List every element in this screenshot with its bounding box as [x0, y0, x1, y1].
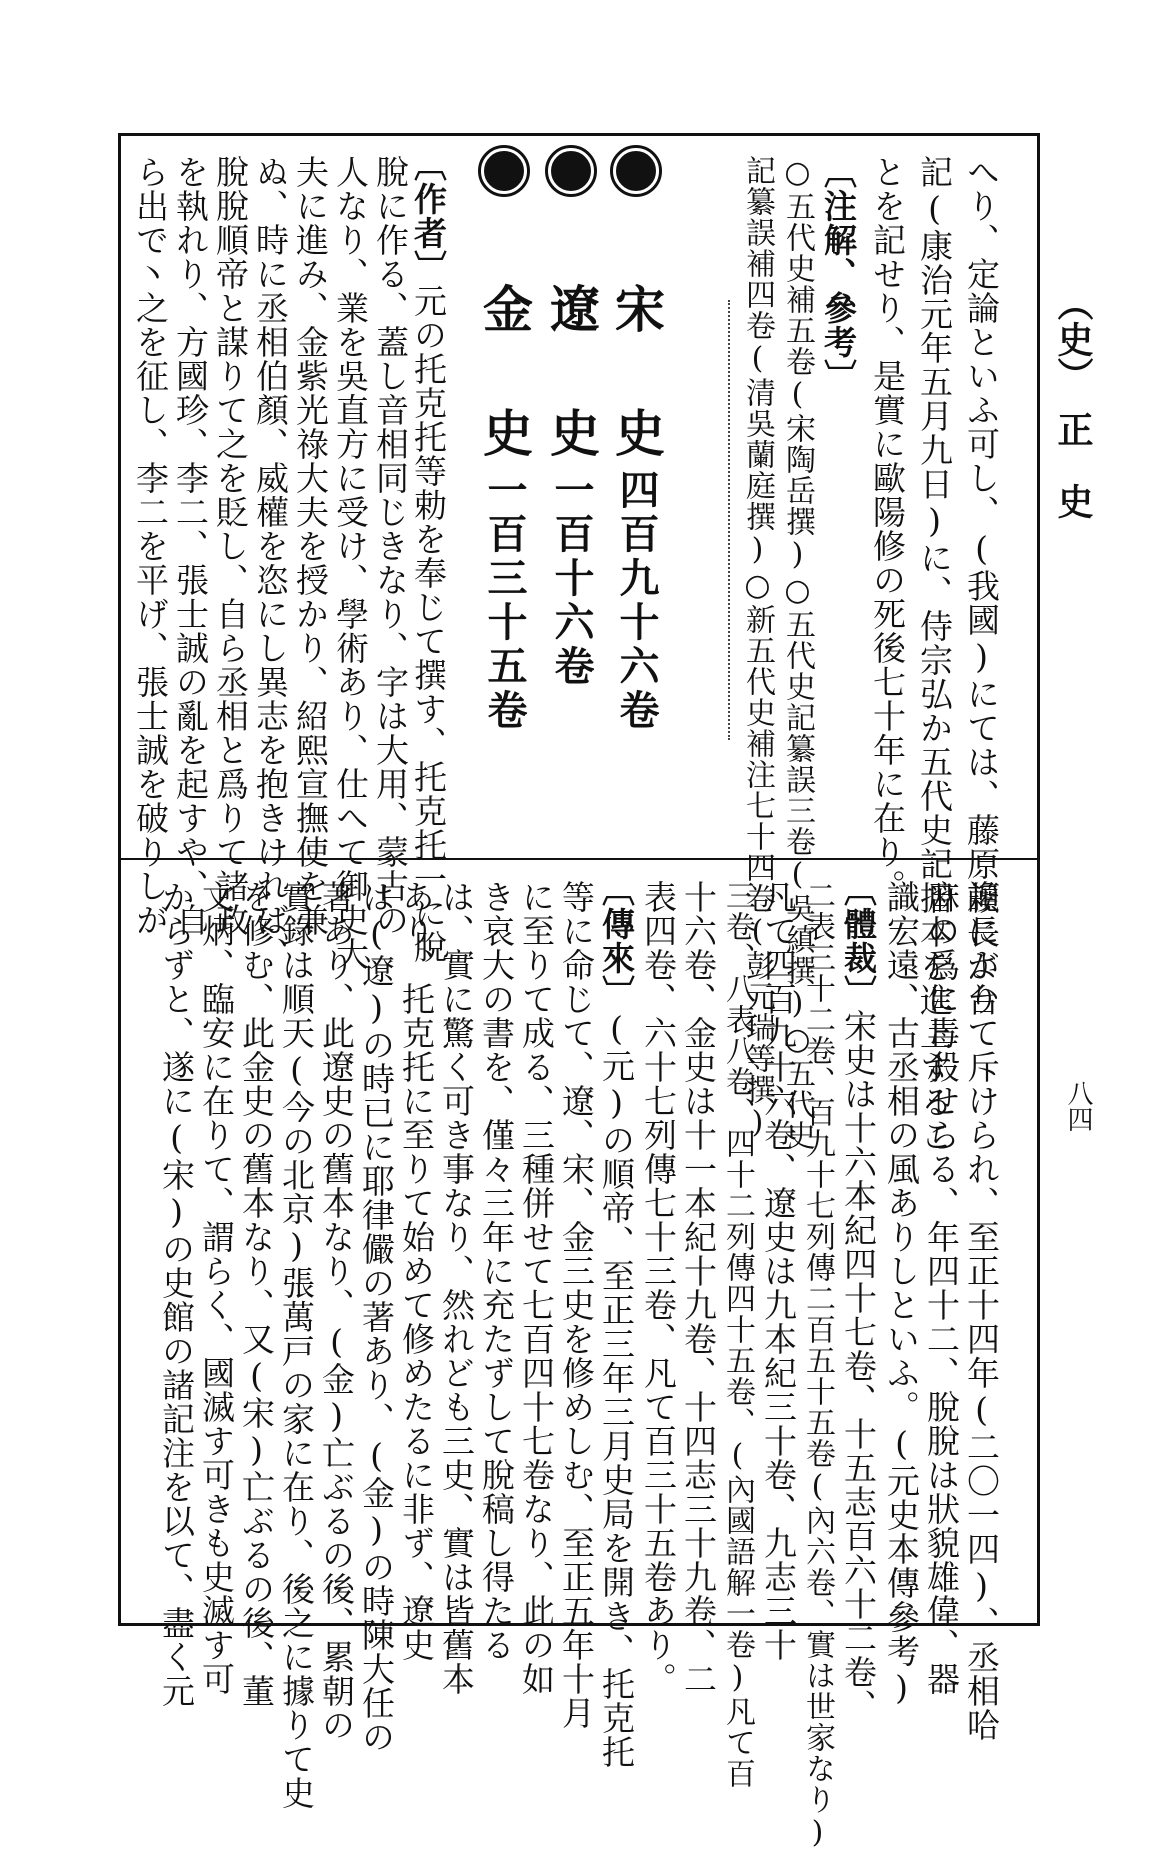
transmission-line-11: 文炳、臨安に在りて、謂らく、國滅す可きも史滅す可	[197, 880, 236, 1696]
format-line-6: 表四卷、六十七列傳七十三卷、凡て百三十五卷あり。	[639, 880, 678, 1696]
transmission-line-3: に至りて成る、三種併せて七百四十七卷なり、此の如	[517, 880, 556, 1696]
author-line-1	[409, 148, 448, 964]
format-line-4: 三卷、八表八卷、四十二列傳四十五卷、(內國語解一卷)凡て百	[720, 880, 755, 1789]
author-line-7: を執れり、方國珍、李二、張士誠の亂を起すや、自	[171, 155, 210, 937]
heading-volumes: 四百九十六卷	[613, 469, 660, 733]
heading-title: 金 史	[475, 283, 534, 469]
format-line-3: 凡て四百九十六卷、遼史は九本紀三十卷、九志三十	[759, 880, 798, 1662]
notes-line-1: ○五代史補五卷(宋陶岳撰)○五代史記纂誤三卷(吳縝撰)○五代史	[780, 155, 815, 1151]
author-line-2: 脫に作る、蓋し音相同じきなり、字は大用、蒙古の	[371, 155, 410, 937]
lower-line-2: 麻の爲に毒殺せらる、年四十二、脫脫は狀貌雄偉、器	[922, 880, 961, 1696]
bullet-icon	[548, 148, 594, 194]
notes-line-2: 記纂誤補四卷(清吳蘭庭撰)○新五代史補注七十四卷(彭元瑞等撰)	[740, 155, 775, 1141]
transmission-text: (元)の順帝、至正三年三月史局を開き、托克托	[597, 1009, 636, 1769]
upper-line-3: とを記せり、是實に歐陽修の死後七十年に在り。	[868, 155, 907, 903]
author-line-8: ら出で丶之を征し、李二を平げ、張士誠を破りしが	[131, 155, 170, 937]
format-line-1	[839, 873, 878, 1723]
heading-jin-history	[468, 148, 540, 733]
transmission-line-12: からずと、遂に(宋)の史館の諸記注を以て、盡く元	[157, 880, 196, 1708]
format-line-5: 十六卷、金史は十一本紀十九卷、十四志三十九卷、二	[679, 880, 718, 1696]
page-number: 八四	[1063, 1080, 1093, 1132]
dotted-separator	[728, 300, 730, 740]
heading-title: 遼 史	[542, 283, 601, 469]
upper-line-2: 記(康治元年五月九日)に、侍宗弘か五代史記摺本を進上するこ	[915, 155, 954, 1153]
transmission-line-2: 等に命じて、遼、宋、金三史を修めしむ、至正五年十月	[557, 880, 596, 1730]
lower-line-3: 識宏遠、古丞相の風ありしといふ。(元史本傳參考)	[882, 880, 921, 1708]
transmission-line-6: あり、托克托に至りて始めて修めたるに非ず、遼史	[397, 880, 436, 1662]
format-line-2: 二表三十二卷、百九十七列傳二百五十五卷(內六卷、實は世家なり)	[800, 880, 835, 1851]
heading-liao-history	[535, 148, 607, 689]
transmission-line-8: 著あり、此遼史の舊本なり、(金)亡ぶるの後、累朝の	[317, 880, 356, 1742]
author-text: 元の托克托等勅を奉じて撰す、托克托一に脫	[409, 284, 448, 964]
lower-line-1: 讒によりて斥けられ、至正十四年(二〇一四)、丞相哈	[962, 880, 1001, 1742]
running-title: （史） 正 史	[1052, 285, 1094, 519]
bullet-icon	[613, 148, 659, 194]
author-line-6: 脫脫順帝と謀りて之を貶し、自ら丞相と爲りて諸政	[211, 155, 250, 937]
heading-song-history	[600, 148, 672, 733]
bullet-icon	[481, 148, 527, 194]
format-label: 〔體裁〕	[839, 873, 878, 1009]
heading-title: 宋 史	[607, 283, 666, 469]
author-line-5: ぬ、時に丞相伯顏、威權を恣にし異志を抱きければ、	[251, 155, 290, 971]
transmission-label: 〔傳來〕	[597, 873, 636, 1009]
heading-volumes: 一百十六卷	[548, 469, 595, 689]
format-text: 宋史は十六本紀四十七卷、十五志百六十二卷、	[839, 1009, 878, 1723]
transmission-line-5: は、實に驚く可き事なり、然れども三史、實は皆舊本	[437, 880, 476, 1696]
transmission-line-4: き哀大の書を、僅々三年に充たずして脫稿し得たる	[477, 880, 516, 1662]
heading-volumes: 一百三十五卷	[481, 469, 528, 733]
author-line-3: 人なり、業を吳直方に受け、學術あり、仕へて御史大	[331, 155, 370, 971]
notes-label: 〔注解、參考〕	[819, 155, 858, 393]
transmission-line-7: は(遼)の時已に耶律儼の著あり、(金)の時陳大任の	[357, 880, 396, 1754]
transmission-line-1	[597, 873, 636, 1769]
author-line-4: 夫に進み、金紫光祿大夫を授かり、紹熙宣撫使を兼	[291, 155, 330, 937]
upper-line-1: へり、定論といふ可し、(我國)にては、藤原頼長が台	[962, 155, 1001, 1017]
transmission-line-10: を修む、此金史の舊本なり、又(宋)亡ぶるの後、董	[237, 880, 276, 1708]
author-label: 〔作者〕	[409, 148, 448, 284]
transmission-line-9: 實錄は順天(今の北京)張萬戸の家に在り、後之に據りて史	[277, 880, 316, 1810]
